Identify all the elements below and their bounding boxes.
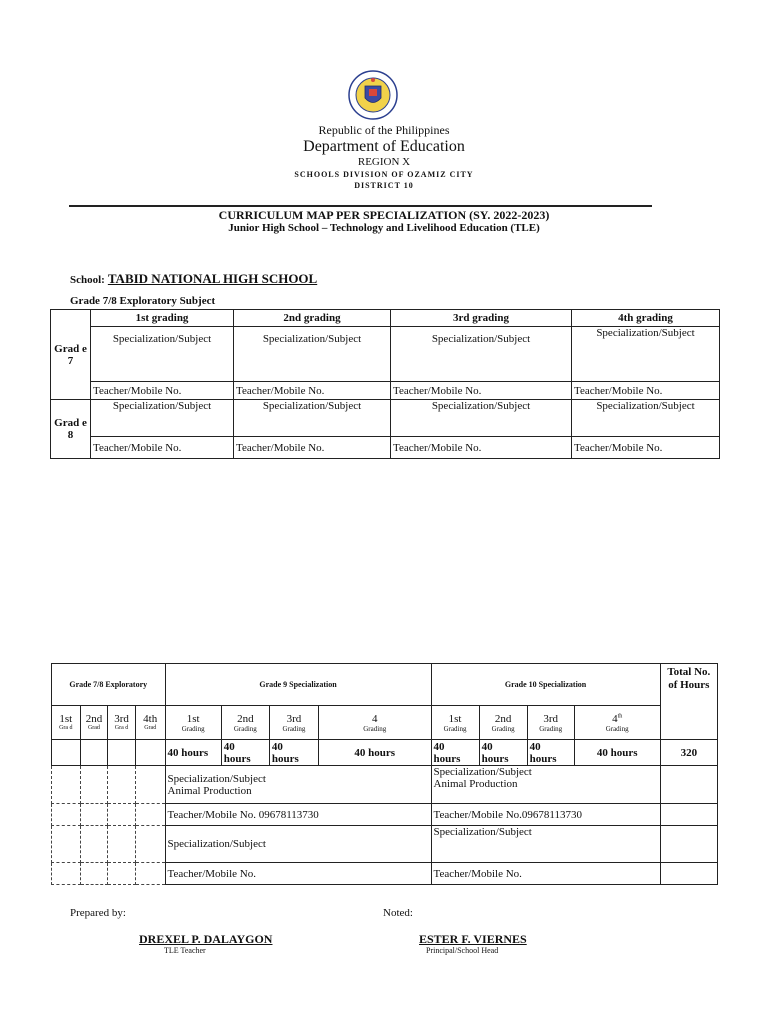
empty-cell (108, 804, 136, 826)
department-name: Department of Education (303, 138, 465, 155)
teacher-cell: Teacher/Mobile No. (234, 437, 391, 459)
g10-sub-4 (574, 706, 660, 740)
sub-label: Grading (491, 724, 515, 733)
hours-word: hours (271, 752, 299, 765)
empty-cell (660, 804, 717, 826)
region-line: REGION X (357, 156, 411, 168)
sub-label: 3rd (286, 712, 302, 725)
empty-cell (135, 826, 165, 863)
spec-cell: Specialization/Subject (91, 327, 234, 382)
empty-cell (80, 766, 108, 804)
table-row (51, 327, 720, 382)
empty-cell (108, 766, 136, 804)
sub-label: Grading (181, 724, 205, 733)
spec-cell: Specialization/Subject (391, 327, 572, 382)
republic-line: Republic of the Philippines (318, 123, 450, 137)
sub-label: 4th (143, 713, 158, 725)
empty-cell (52, 826, 81, 863)
hours-cell: 40 hours (165, 740, 221, 766)
sub-label: Grading (282, 724, 306, 733)
g9-sub-1 (165, 706, 221, 740)
empty-cell (108, 863, 136, 885)
sub-label: 2nd (237, 712, 254, 725)
g78-sub-4 (135, 706, 165, 740)
sub-label: 1st (59, 713, 73, 725)
empty-cell (52, 863, 81, 885)
hours-num: 40 (271, 740, 283, 753)
g9-spec-cell (165, 766, 431, 804)
header-divider (69, 205, 652, 207)
hours-cell (221, 740, 269, 766)
sub-label: Grading (233, 724, 257, 733)
grade7-label: Grad e 7 (51, 310, 91, 400)
sub-label: 3rd (543, 712, 559, 725)
school-name: TABID NATIONAL HIGH SCHOOL (107, 271, 318, 286)
table-row (52, 804, 718, 826)
empty-cell (80, 740, 108, 766)
hours-word: hours (529, 752, 557, 765)
spec-value: Animal Production (433, 778, 518, 790)
hours-num: 40 (481, 740, 493, 753)
g9-sub-4 (318, 706, 431, 740)
preparer-name: DREXEL P. DALAYGON (139, 932, 273, 946)
specialization-table (51, 663, 718, 885)
sub-label-num: 4 (612, 712, 618, 725)
total-hours-header: Total No. of Hours (660, 664, 717, 740)
sub-label: Gra d (59, 725, 73, 731)
exploratory-table (50, 309, 720, 459)
spec-cell: Specialization/Subject (572, 327, 720, 382)
table-row (52, 863, 718, 885)
hours-num: 40 (223, 740, 235, 753)
g9-sub-3 (269, 706, 318, 740)
spec-cell: Specialization/Subject (234, 400, 391, 437)
school-label: School: (70, 274, 105, 286)
g78-sub-1 (52, 706, 81, 740)
sub-label: 4 (371, 712, 378, 725)
spec-cell: Specialization/Subject (234, 327, 391, 382)
sub-label: Grading (539, 724, 563, 733)
g78-header: Grade 7/8 Exploratory (52, 664, 166, 706)
g9-teacher-cell: Teacher/Mobile No. 09678113730 (165, 804, 431, 826)
sub-label: Grading (605, 724, 629, 733)
total-hours-value: 320 (660, 740, 717, 766)
teacher-cell: Teacher/Mobile No. (234, 382, 391, 400)
spec-cell: Specialization/Subject (91, 400, 234, 437)
hours-cell: 40 hours (318, 740, 431, 766)
sub-label: Grad (87, 725, 100, 731)
empty-cell (108, 740, 136, 766)
sub-label: 2nd (85, 713, 103, 725)
empty-cell (660, 826, 717, 863)
spec-label: Specialization/Subject (167, 772, 266, 785)
table-row (52, 706, 718, 740)
document-subtitle: Junior High School – Technology and Livelihood Education (TLE) (228, 222, 540, 234)
sub-label: 3rd (114, 713, 129, 725)
empty-cell (135, 740, 165, 766)
g10-sub-3 (527, 706, 574, 740)
g10-spec-cell-2: Specialization/Subject (431, 826, 660, 863)
empty-cell (52, 804, 81, 826)
sub-label: 2nd (494, 712, 512, 725)
hours-word: hours (433, 752, 461, 765)
g9-sub-2 (221, 706, 269, 740)
table-row (52, 766, 718, 804)
g10-spec-cell (431, 766, 660, 804)
hours-cell (479, 740, 527, 766)
teacher-cell: Teacher/Mobile No. (91, 382, 234, 400)
empty-cell (80, 863, 108, 885)
hours-cell (527, 740, 574, 766)
district-line: DISTRICT 10 (354, 181, 414, 190)
document-title: CURRICULUM MAP PER SPECIALIZATION (SY. 2022-2023) (218, 208, 550, 222)
teacher-cell: Teacher/Mobile No. (391, 437, 572, 459)
sub-label-sup: th (617, 712, 623, 719)
teacher-cell: Teacher/Mobile No. (391, 382, 572, 400)
noter-role: Principal/School Head (426, 946, 499, 955)
empty-cell (108, 826, 136, 863)
empty-cell (135, 863, 165, 885)
table-row (51, 437, 720, 459)
empty-cell (135, 766, 165, 804)
grading-header-1: 1st grading (91, 310, 234, 327)
empty-cell (80, 804, 108, 826)
g10-sub-1 (431, 706, 479, 740)
table-row (51, 310, 720, 327)
grading-header-2: 2nd grading (234, 310, 391, 327)
hours-word: hours (481, 752, 509, 765)
grading-header-4: 4th grading (572, 310, 720, 327)
grading-header-3: 3rd grading (391, 310, 572, 327)
spec-label: Specialization/Subject (433, 766, 532, 778)
table-row (52, 740, 718, 766)
empty-cell (660, 766, 717, 804)
teacher-cell: Teacher/Mobile No. (91, 437, 234, 459)
table-row (51, 400, 720, 437)
empty-cell (135, 804, 165, 826)
sub-label (577, 713, 658, 725)
hours-cell (269, 740, 318, 766)
sub-label: Gra d (114, 725, 129, 731)
section-label: Grade 7/8 Exploratory Subject (70, 295, 216, 307)
sub-label: 1st (186, 712, 200, 725)
hours-word: hours (223, 752, 251, 765)
preparer-role: TLE Teacher (164, 946, 206, 955)
hours-cell: 40 hours (574, 740, 660, 766)
spec-cell: Specialization/Subject (391, 400, 572, 437)
hours-cell (431, 740, 479, 766)
g10-teacher-cell: Teacher/Mobile No.09678113730 (431, 804, 660, 826)
g9-teacher-cell-2: Teacher/Mobile No. (165, 863, 431, 885)
hours-num: 40 (433, 740, 445, 753)
deped-seal-icon (348, 70, 398, 120)
empty-cell (52, 766, 81, 804)
hours-num: 40 (529, 740, 541, 753)
teacher-cell: Teacher/Mobile No. (572, 382, 720, 400)
noter-name: ESTER F. VIERNES (419, 932, 527, 946)
empty-cell (52, 740, 81, 766)
empty-cell (660, 863, 717, 885)
table-row (52, 664, 718, 706)
g10-teacher-cell-2: Teacher/Mobile No. (431, 863, 660, 885)
g9-spec-cell-2: Specialization/Subject (165, 826, 431, 863)
table-row (52, 826, 718, 863)
prepared-label: Prepared by: (70, 907, 126, 919)
spec-value: Animal Production (167, 784, 252, 797)
g78-sub-3 (108, 706, 136, 740)
sub-label: 1st (448, 712, 462, 725)
sub-label: Grading (443, 724, 467, 733)
sub-label: Grading (363, 724, 387, 733)
school-line (70, 271, 317, 287)
noted-label: Noted: (383, 907, 413, 919)
spec-cell: Specialization/Subject (572, 400, 720, 437)
grade8-label: Grad e 8 (51, 400, 91, 459)
g78-sub-2 (80, 706, 108, 740)
g10-header: Grade 10 Specialization (431, 664, 660, 706)
empty-cell (80, 826, 108, 863)
table-row (51, 382, 720, 400)
g9-header: Grade 9 Specialization (165, 664, 431, 706)
teacher-cell: Teacher/Mobile No. (572, 437, 720, 459)
division-line: SCHOOLS DIVISION OF OZAMIZ CITY (294, 170, 474, 179)
g10-sub-2 (479, 706, 527, 740)
sub-label: Grad (144, 725, 157, 731)
